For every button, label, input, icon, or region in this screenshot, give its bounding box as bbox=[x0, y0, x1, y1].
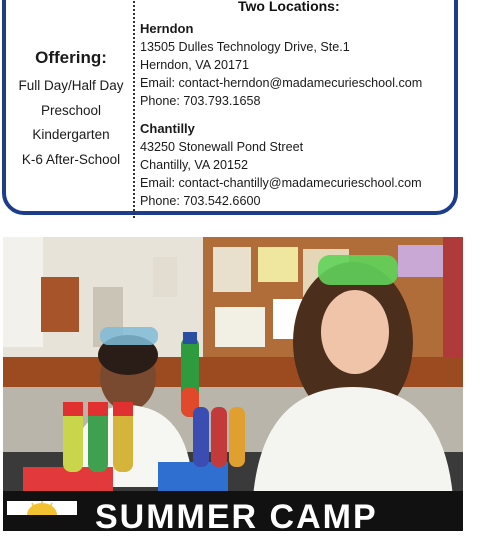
locations-title: Two Locations: bbox=[238, 0, 340, 14]
location-address-line2: Herndon, VA 20171 bbox=[140, 58, 249, 72]
location-name: Herndon bbox=[140, 21, 194, 36]
school-logo bbox=[7, 501, 77, 515]
location-address-line1: 43250 Stonewall Pond Street bbox=[140, 140, 304, 154]
offering-item-full-half-day: Full Day/Half Day bbox=[18, 78, 124, 93]
offering-title: Offering: bbox=[35, 48, 107, 67]
location-herndon bbox=[140, 20, 450, 110]
locations-section bbox=[140, 0, 450, 220]
location-phone[interactable]: Phone: 703.793.1658 bbox=[140, 94, 261, 108]
location-chantilly bbox=[140, 120, 450, 210]
location-phone[interactable]: Phone: 703.542.6600 bbox=[140, 194, 261, 208]
location-email[interactable]: Email: contact-herndon@madamecurieschool.com bbox=[140, 76, 423, 90]
location-address-line2: Chantilly, VA 20152 bbox=[140, 158, 249, 172]
location-name: Chantilly bbox=[140, 121, 195, 136]
classroom-photo-illustration bbox=[3, 237, 463, 512]
classroom-photo bbox=[3, 237, 463, 536]
offering-item-kindergarten: Kindergarten bbox=[32, 127, 110, 142]
location-email[interactable]: Email: contact-chantilly@madamecurieschool.com bbox=[140, 176, 422, 190]
offering-item-after-school: K-6 After-School bbox=[21, 151, 121, 167]
dotted-divider bbox=[133, 0, 135, 218]
banner-title: SUMMER CAMP bbox=[95, 498, 378, 536]
offering-section bbox=[6, 48, 136, 172]
location-address-line1: 13505 Dulles Technology Drive, Ste.1 bbox=[140, 40, 350, 54]
sun-logo-icon bbox=[7, 501, 77, 515]
offering-item-preschool: Preschool bbox=[40, 102, 102, 118]
